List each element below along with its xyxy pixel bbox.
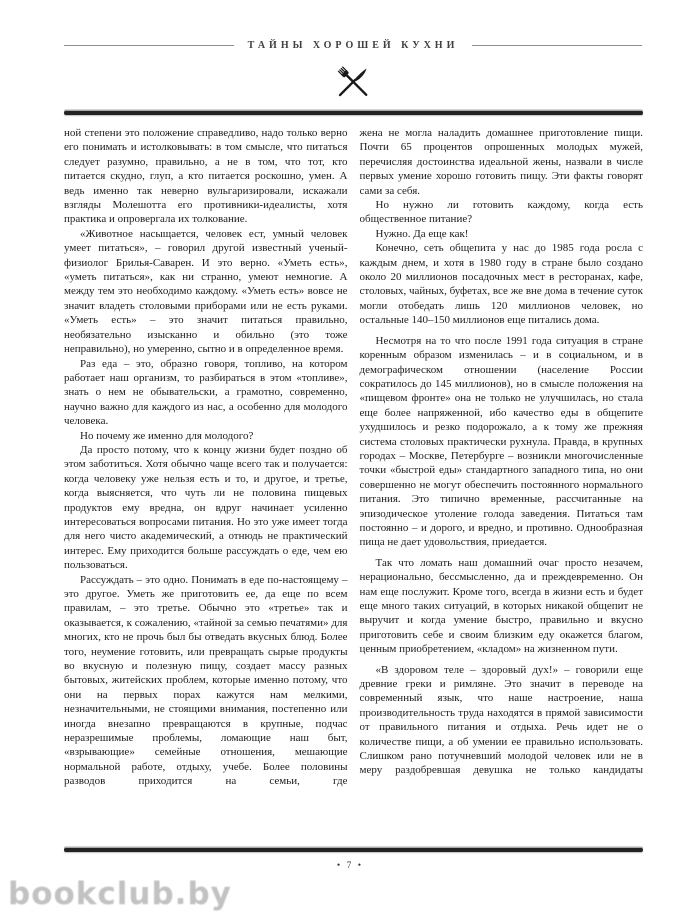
paragraph: Конечно, сеть общепита у нас до 1985 года росла с каждым днем, и хотя в 1980 году в стране было создано около 20 миллионов посадочных мест в ресторанах, кафе, столовых, чайных, буфетах, все же вне дома в течение суток могли отобедать лишь 120 миллионов человек, но остальные 140–150 миллионов еще питались дома. — [359, 242, 643, 327]
paragraph: «Животное насыщается, человек ест, умный человек умеет питаться», – говорил другой известный ученый-физиолог Брилья-Саварен. И это верно. «Уметь есть», «уметь питаться», как ни странно, умеют немногие. А между тем это необходимо каждому. «Уметь есть» вовсе не значит владеть столовыми приборами или не есть руками. «Уметь есть» – это значит питаться правильно, необязательно изысканно и обильно (это тоже неправильно), но умеренно, сытно и в определенное время. — [64, 227, 348, 356]
page-header — [64, 40, 642, 109]
text-column-left — [64, 126, 348, 845]
paragraph: Раз еда – это, образно говоря, топливо, на котором работает наш организм, то разбираться в этом «топливе», знать о нем не обывательски, а грамотно, современно, научно важно для каждого из нас, а особенно для молодого человека. — [64, 357, 348, 428]
bookclub-watermark: bookclub.by — [8, 876, 232, 912]
page-body — [64, 126, 643, 845]
page-number: • 7 • — [336, 861, 364, 871]
top-divider-bar — [64, 111, 643, 115]
paragraph: Да просто потому, что к концу жизни будет поздно об этом заботиться. Хотя обычно чаще всего так и получается: когда человеку уже нельзя есть и то, и другое, и третье, когда выясняется, что чуть ли не половина пищевых продуктов ему вредна, он вдруг начинает усиленно интересоваться вопросами питания. Но это уже имеет тогда для него чисто академический, а отнюдь не практический интерес. Ему приходится больше рассуждать о еде, чем ею пользоваться. — [64, 443, 348, 572]
paragraph: Нужно. Да еще как! — [375, 227, 469, 240]
paragraph: жена не могла наладить домашнее приготовление пищи. Почти 65 процентов опрошенных молодых мужей, перечисляя достоинства идеальной жены, назвали в числе первых умение хорошо готовить пищу. Эти факты говорят сами за себя. — [359, 127, 643, 197]
paragraph: Так что ломать наш домашний очаг просто незачем, нерационально, бессмысленно, да и преждевременно. Он нам еще послужит. Кроме того, всегда в жизни есть и будет еще много таких ситуаций, в которых никакой общепит не выручит и когда умение быстро, правильно и вкусно приготовить себе и своим близким еду окажется благом, ценным приобретением, «кладом» на жизненном пути. — [359, 556, 643, 656]
crossed-fork-knife-icon — [333, 60, 373, 109]
header-rule-right — [472, 45, 642, 46]
paragraph: Но нужно ли готовить каждому, когда есть общественное питание? — [359, 199, 643, 226]
paragraph: Несмотря на то что после 1991 года ситуация в стране коренным образом изменилась – и в социальном, и в демографическом отношении (население России сократилось до 145 миллионов), но в смысле положения на «пищевом фронте» она не только не улучшилась, но стала еще более напряженной, ибо качество еды в общепите ухудшилось и резко подорожало, а к тому же прежняя система столовых практически рухнула. Правда, в крупных городах – Москве, Петербурге – возникли многочисленные точки «быстрой еды» стандартного западного типа, но они совершенно не могут обеспечить постоянного нормального питания. Это типично временные, рассчитанные на эпизодическое утоление голода заведения. Питаться там постоянно – и дорого, и вредно, и противно. Однообразная пища не дает удовольствия, приедается. — [359, 334, 643, 549]
header-rule-left — [64, 45, 234, 46]
paragraph: «В здоровом теле – здоровый дух!» – говорили еще древние греки и римляне. Это значит в переводе на современный язык, что наше настроение, наша производительность труда находятся в прямой зависимости от правильного питания и отдыха. Речь идет не о количестве пищи, а об умении ее правильно использовать. Слишком рано потучневший молодой человек или не в меру раздобревшая девушка не только кандидаты — [359, 663, 643, 777]
paragraph: Но почему же именно для молодого? — [80, 429, 254, 442]
text-column-right — [360, 126, 644, 845]
paragraph: Рассуждать – это одно. Понимать в еде по-настоящему – это другое. Уметь же приготовить ее, да еще по всем правилам, – это третье. Обычно это «третье» так и оказывается, к сожалению, «тайной за семью печатями» для многих, кто не прочь был бы отведать вкусных блюд. Более того, неумение готовить, или превращать сырые продукты во вкусную и полезную пищу, создает массу разных бытовых, житейских проблем, которые именно потому, что они на первых порах кажутся нам мелкими, незначительными, не стоящими внимания, постепенно или иногда внезапно превращаются в крупные, подчас неразрешимые проблемы, ломающие наш быт, «взрывающие» семейные отношения, мешающие нормальной работе, отдыху, учебе. Более половины разводов приходится на семьи, где — [64, 573, 348, 788]
paragraph: ной степени это положение справедливо, надо только верно его понимать и истолковывать: в том смысле, что питаться следует разумно, правильно, а не в том, что тот, кто питается скудно, глуп, а кто питается роскошно, умен. А ведь именно так неверно вульгаризировали, искажали взгляды Молешотта его противники-идеалисты, хотя практика и опровергала их толкование. — [64, 127, 348, 226]
running-head-title: ТАЙНЫ ХОРОШЕЙ КУХНИ — [247, 40, 459, 51]
bottom-divider-bar — [64, 848, 643, 852]
